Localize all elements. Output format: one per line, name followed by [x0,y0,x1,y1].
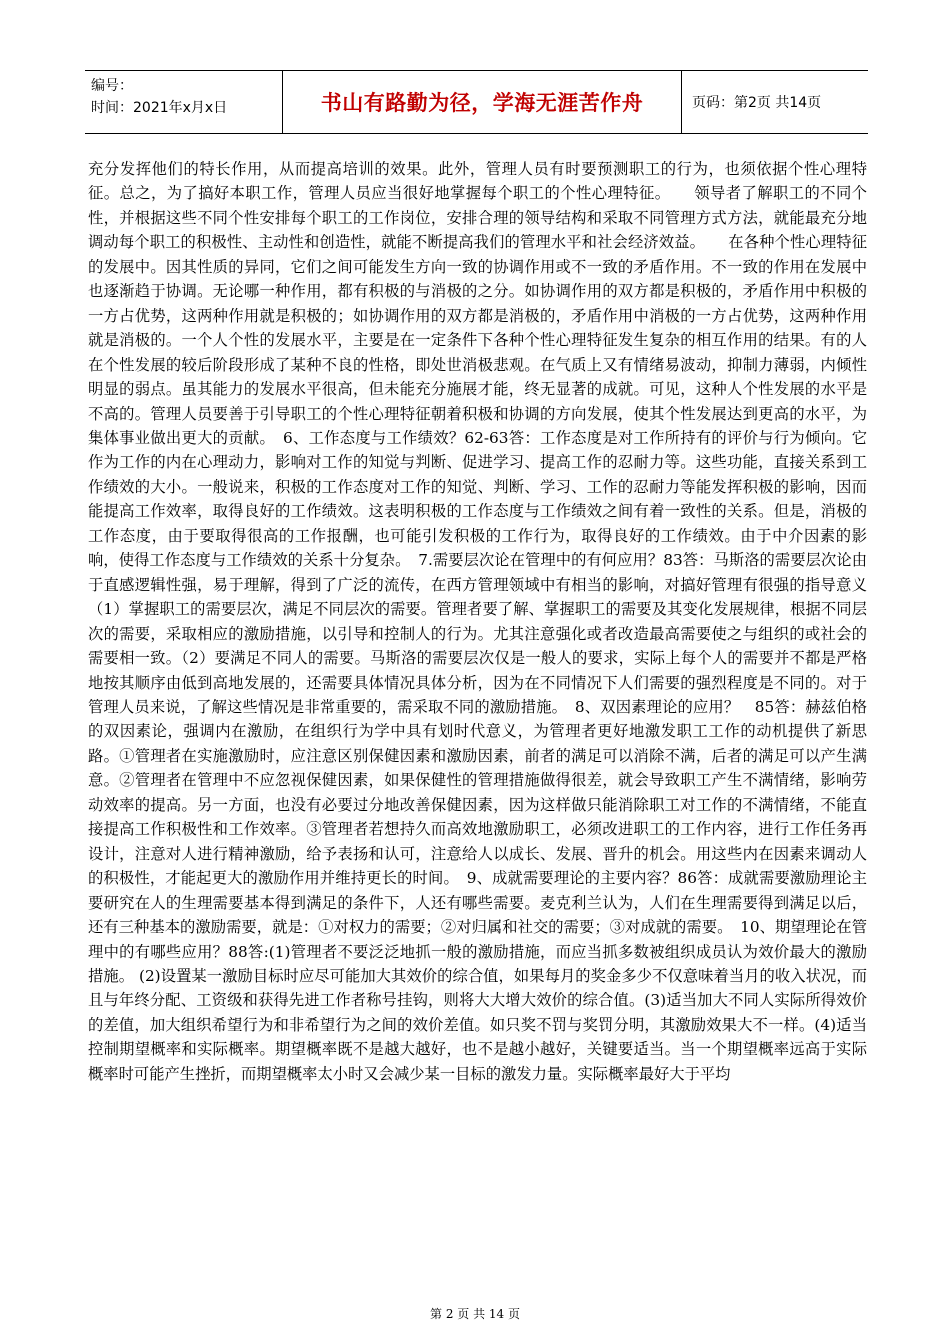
page-header [85,70,868,134]
header-meta [85,71,283,133]
header-motto: 书山有路勤为径，学海无涯苦作舟 [320,91,644,115]
footer-page-number: 第 2 页 共 14 页 [430,1307,520,1321]
document-time-label: 时间：2021年x月x日 [91,100,228,116]
header-page-info: 页码：第2页 共14页 [692,95,822,111]
body-paragraph: 充分发挥他们的特长作用，从而提高培训的效果。此外，管理人员有时要预测职工的行为，也须依据个性心理特征。总之，为了搞好本职工作，管理人员应当很好地掌握每个职工的个性心理特征。 领导者了解职工的不同个性，并根据这些不同个性安排每个职工的工作岗位，安排合理的领导结构和采取不同管理方式方法，就能最充分地调动每个职工的积极性、主动性和创造性，就能不断提高我们的管理水平和社会经济效益。 在各种个性心理特征的发展中。因其性质的异同，它们之间可能发生方向一致的协调作用或不一致的矛盾作用。不一致的作用在发展中也逐渐趋于协调。无论哪一种作用，都有积极的与消极的之分。如协调作用的双方都是积极的，矛盾作用中积极的一方占优势，这两种作用就是积极的；如协调作用的双方都是消极的，矛盾作用中消极的一方占优势，这两种作用就是消极的。一个人个性的发展水平，主要是在一定条件下各种个性心理特征发生复杂的相互作用的结果。有的人在个性发展的较后阶段形成了某种不良的性格，即处世消极悲观。在气质上又有情绪易波动，抑制力薄弱，内倾性明显的弱点。虽其能力的发展水平很高，但未能充分施展才能，终无显著的成就。可见，这种人个性发展的水平是不高的。管理人员要善于引导职工的个性心理特征朝着积极和协调的方向发展，使其个性发展达到更高的水平，为集体事业做出更大的贡献。 6、工作态度与工作绩效？62-63答：工作态度是对工作所持有的评价与行为倾向。它作为工作的内在心理动力，影响对工作的知觉与判断、促进学习、提高工作的忍耐力等。这些功能，直接关系到工作绩效的大小。一般说来，积极的工作态度对工作的知觉、判断、学习、工作的忍耐力等能发挥积极的影响，因而能提高工作效率，取得良好的工作绩效。这表明积极的工作态度与工作绩效之间有着一致性的关系。但是，消极的工作态度，由于要取得很高的工作报酬，也可能引发积极的工作行为，取得良好的工作绩效。由于中介因素的影响，使得工作态度与工作绩效的关系十分复杂。 7.需要层次论在管理中的有何应用？83答：马斯洛的需要层次论由于直感逻辑性强，易于理解，得到了广泛的流传，在西方管理领域中有相当的影响，对搞好管理有很强的指导意义（1）掌握职工的需要层次，满足不同层次的需要。管理者要了解、掌握职工的需要及其变化发展规律，根据不同层次的需要，采取相应的激励措施，以引导和控制人的行为。尤其注意强化或者改造最高需要使之与组织的或社会的需要相一致。（2）要满足不同人的需要。马斯洛的需要层次仅是一般人的要求，实际上每个人的需要并不都是严格地按其顺序由低到高地发展的，还需要具体情况具体分析，因为在不同情况下人们需要的强烈程度是不同的。对于管理人员来说，了解这些情况是非常重要的，需采取不同的激励措施。 8、双因素理论的应用？ 85答：赫兹伯格的双因素论，强调内在激励，在组织行为学中具有划时代意义，为管理者更好地激发职工工作的动机提供了新思路。①管理者在实施激励时，应注意区别保健因素和激励因素，前者的满足可以消除不满，后者的满足可以产生满意。②管理者在管理中不应忽视保健因素，如果保健性的管理措施做得很差，就会导致职工产生不满情绪，影响劳动效率的提高。另一方面，也没有必要过分地改善保健因素，因为这样做只能消除职工对工作的不满情绪，不能直接提高工作积极性和工作效率。③管理者若想持久而高效地激励职工，必须改进职工的工作内容，进行工作任务再设计，注意对人进行精神激励，给予表扬和认可，注意给人以成长、发展、晋升的机会。用这些内在因素来调动人的积极性，才能起更大的激励作用并维持更长的时间。 9、成就需要理论的主要内容？86答：成就需要激励理论主要研究在人的生理需要基本得到满足的条件下，人还有哪些需要。麦克利兰认为，人们在生理需要得到满足以后，还有三种基本的激励需要，就是：①对权力的需要；②对归属和社交的需要；③对成就的需要。 10、期望理论在管理中的有哪些应用？88答:(1)管理者不要泛泛地抓一般的激励措施，而应当抓多数被组织成员认为效价最大的激励措施。 (2)设置某一激励目标时应尽可能加大其效价的综合值，如果每月的奖金多少不仅意味着当月的收入状况，而且与年终分配、工资级和获得先进工作者称号挂钩，则将大大增大效价的综合值。(3)适当加大不同人实际所得效价的差值，加大组织希望行为和非希望行为之间的效价差值。如只奖不罚与奖罚分明，其激励效果大不一样。(4)适当控制期望概率和实际概率。期望概率既不是越大越好，也不是越小越好，关键要适当。当一个期望概率远高于实际概率时可能产生挫折，而期望概率太小时又会减少某一目标的激发力量。实际概率最好大于平均 [88,160,867,1083]
page-footer [0,1305,950,1322]
header-page-info-cell [682,71,868,133]
document-number-label: 编号： [91,78,133,94]
document-body [88,157,867,1217]
header-motto-cell [283,71,682,133]
